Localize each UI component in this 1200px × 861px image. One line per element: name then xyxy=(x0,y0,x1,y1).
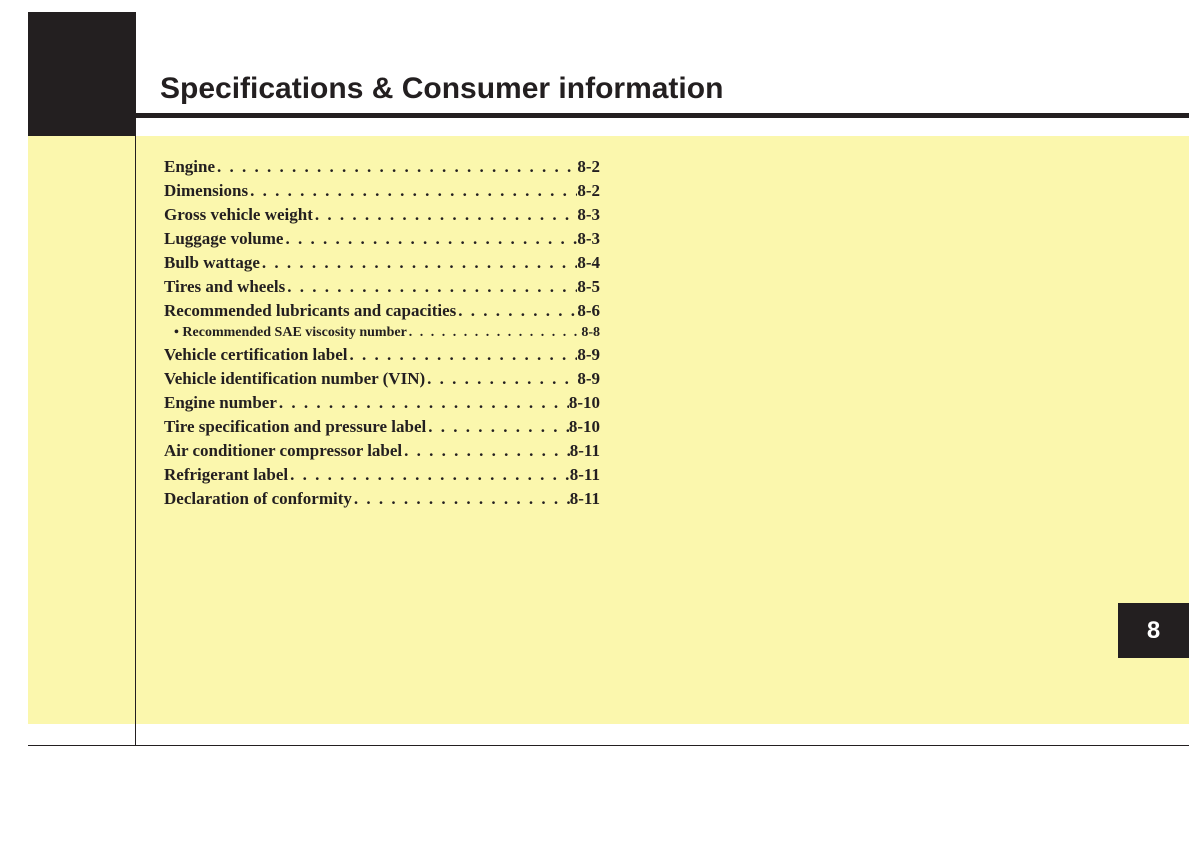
toc-leader-dots xyxy=(352,487,570,511)
toc-entry-recommended-lubricants[interactable] xyxy=(164,299,600,323)
toc-entry-label: Engine number xyxy=(164,393,277,412)
toc-leader-dots xyxy=(348,343,578,367)
toc-leader-dots xyxy=(277,391,569,415)
toc-entry-label: Tire specification and pressure label xyxy=(164,417,427,436)
chapter-tab[interactable]: 8 xyxy=(1118,603,1189,658)
toc-leader-dots xyxy=(285,275,577,299)
title-underline-rule xyxy=(136,113,1189,118)
toc-entry-label: Declaration of conformity xyxy=(164,489,352,508)
toc-entry-dimensions[interactable] xyxy=(164,179,600,203)
toc-leader-dots xyxy=(456,299,577,323)
toc-entry-label: Refrigerant label xyxy=(164,465,289,484)
toc-entry-engine-number[interactable] xyxy=(164,391,600,415)
toc-entry-label: Vehicle certification label xyxy=(164,345,348,364)
toc-leader-dots xyxy=(248,179,577,203)
chapter-corner-block xyxy=(28,12,136,136)
toc-entry-vehicle-certification-label[interactable] xyxy=(164,343,600,367)
toc-entry-page: 8-11 xyxy=(569,489,600,508)
toc-entry-vin[interactable] xyxy=(164,367,600,391)
toc-entry-label: Air conditioner compressor label xyxy=(164,441,403,460)
toc-entry-page: 8-11 xyxy=(569,441,600,460)
toc-entry-page: 8-6 xyxy=(577,301,600,320)
toc-leader-dots xyxy=(407,323,582,343)
toc-entry-page: 8-8 xyxy=(581,325,600,340)
bottom-rule xyxy=(28,745,1189,746)
toc-entry-page: 8-10 xyxy=(568,417,600,436)
toc-entry-page: 8-2 xyxy=(577,181,600,200)
toc-entry-tires-and-wheels[interactable] xyxy=(164,275,600,299)
toc-leader-dots xyxy=(313,203,577,227)
left-margin-rule xyxy=(135,12,136,746)
toc-entry-ac-compressor-label[interactable] xyxy=(164,439,600,463)
toc-entry-refrigerant-label[interactable] xyxy=(164,463,600,487)
toc-entry-label: Tires and wheels xyxy=(164,277,286,296)
toc-entry-label: Dimensions xyxy=(164,181,249,200)
toc-entry-label: Vehicle identification number (VIN) xyxy=(164,369,426,388)
table-of-contents xyxy=(164,155,600,511)
toc-entry-label: Bulb wattage xyxy=(164,253,260,272)
toc-entry-bulb-wattage[interactable] xyxy=(164,251,600,275)
toc-entry-page: 8-4 xyxy=(577,253,600,272)
toc-entry-tire-specification-label[interactable] xyxy=(164,415,600,439)
toc-entry-page: 8-3 xyxy=(577,229,600,248)
toc-leader-dots xyxy=(425,367,577,391)
toc-leader-dots xyxy=(260,251,577,275)
toc-entry-page: 8-5 xyxy=(577,277,600,296)
toc-entry-label: • Recommended SAE viscosity number xyxy=(174,325,407,340)
toc-entry-label: Recommended lubricants and capacities xyxy=(164,301,457,320)
toc-leader-dots xyxy=(215,155,577,179)
toc-entry-declaration-of-conformity[interactable] xyxy=(164,487,600,511)
toc-entry-label: Gross vehicle weight xyxy=(164,205,313,224)
toc-leader-dots xyxy=(283,227,577,251)
toc-entry-page: 8-2 xyxy=(577,157,600,176)
toc-subentry-sae-viscosity[interactable] xyxy=(164,323,600,343)
toc-entry-luggage-volume[interactable] xyxy=(164,227,600,251)
toc-entry-page: 8-9 xyxy=(577,345,600,364)
toc-entry-page: 8-3 xyxy=(577,205,600,224)
toc-entry-page: 8-9 xyxy=(577,369,600,388)
toc-entry-label: Luggage volume xyxy=(164,229,284,248)
toc-leader-dots xyxy=(288,463,570,487)
toc-entry-page: 8-11 xyxy=(569,465,600,484)
toc-leader-dots xyxy=(402,439,570,463)
toc-entry-gross-vehicle-weight[interactable] xyxy=(164,203,600,227)
toc-entry-page: 8-10 xyxy=(568,393,600,412)
toc-leader-dots xyxy=(426,415,569,439)
chapter-title: Specifications & Consumer information xyxy=(160,72,724,105)
toc-entry-label: Engine xyxy=(164,157,216,176)
toc-entry-engine[interactable] xyxy=(164,155,600,179)
